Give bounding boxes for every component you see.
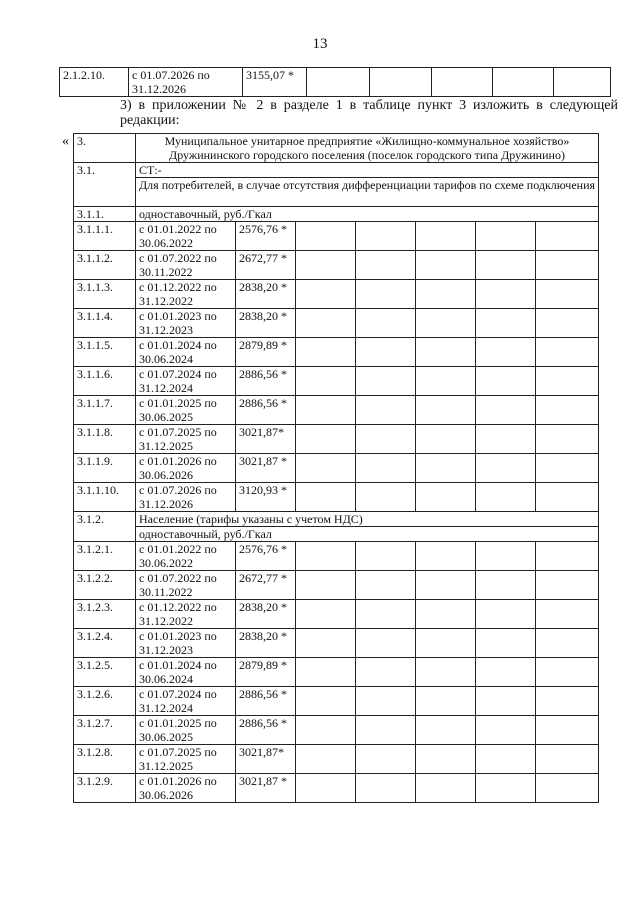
row-value: 2672,77 * xyxy=(236,571,296,600)
row-code: 3.1.1.2. xyxy=(74,251,136,280)
row-code: 3.1.1.4. xyxy=(74,309,136,338)
row-code: 3.1.2.9. xyxy=(74,774,136,803)
empty-cell xyxy=(536,629,599,658)
table-row xyxy=(74,745,599,774)
table-row xyxy=(74,658,599,687)
table-row xyxy=(74,222,599,251)
row-period: с 01.07.2022 по 30.11.2022 xyxy=(136,571,236,600)
row-period: с 01.01.2022 по 30.06.2022 xyxy=(136,542,236,571)
row-code: 3.1.1.7. xyxy=(74,396,136,425)
empty-cell xyxy=(296,745,356,774)
row-value: 3021,87* xyxy=(236,745,296,774)
table-row xyxy=(74,527,599,542)
empty-cell xyxy=(296,280,356,309)
empty-cell xyxy=(476,280,536,309)
row-code: 3.1.2.4. xyxy=(74,629,136,658)
empty-cell xyxy=(416,542,476,571)
empty-cell xyxy=(416,658,476,687)
empty-cell xyxy=(296,396,356,425)
section-code: 3.1.2. xyxy=(74,512,136,542)
empty-cell xyxy=(476,687,536,716)
row-period: с 01.07.2025 по 31.12.2025 xyxy=(136,745,236,774)
row-value: 3155,07 * xyxy=(243,68,307,97)
amendment-paragraph: 3) в приложении № 2 в разделе 1 в таблице пункт 3 изложить в следующей редакции: xyxy=(120,98,618,128)
row-period: с 01.07.2026 по 31.12.2026 xyxy=(129,68,243,97)
empty-cell xyxy=(356,716,416,745)
opening-quote: « xyxy=(62,134,69,149)
table-row xyxy=(74,309,599,338)
row-code: 3.1.1.3. xyxy=(74,280,136,309)
empty-cell xyxy=(536,774,599,803)
section-code: 3. xyxy=(74,134,136,163)
empty-cell xyxy=(356,658,416,687)
row-period: с 01.12.2022 по 31.12.2022 xyxy=(136,600,236,629)
empty-cell xyxy=(356,367,416,396)
row-code: 3.1.2.3. xyxy=(74,600,136,629)
empty-cell xyxy=(536,600,599,629)
section-subtitle: Население (тарифы указаны с учетом НДС) xyxy=(136,512,599,527)
table-row xyxy=(74,687,599,716)
empty-cell xyxy=(356,571,416,600)
empty-cell xyxy=(476,745,536,774)
row-code: 2.1.2.10. xyxy=(60,68,129,97)
empty-cell xyxy=(356,425,416,454)
row-value: 2879,89 * xyxy=(236,658,296,687)
row-value: 2886,56 * xyxy=(236,367,296,396)
section-code: 3.1.1. xyxy=(74,207,136,222)
empty-cell xyxy=(476,338,536,367)
row-period: с 01.01.2022 по 30.06.2022 xyxy=(136,222,236,251)
empty-cell xyxy=(416,716,476,745)
empty-cell xyxy=(416,571,476,600)
empty-cell xyxy=(416,774,476,803)
empty-cell xyxy=(356,222,416,251)
row-period: с 01.01.2023 по 31.12.2023 xyxy=(136,629,236,658)
row-period: с 01.01.2026 по 30.06.2026 xyxy=(136,454,236,483)
empty-cell xyxy=(296,454,356,483)
empty-cell xyxy=(356,396,416,425)
row-period: с 01.01.2023 по 31.12.2023 xyxy=(136,309,236,338)
empty-cell xyxy=(476,629,536,658)
empty-cell xyxy=(356,687,416,716)
empty-cell xyxy=(536,309,599,338)
table-row xyxy=(74,425,599,454)
empty-cell xyxy=(356,629,416,658)
table-row xyxy=(74,542,599,571)
empty-cell xyxy=(296,658,356,687)
empty-cell xyxy=(476,774,536,803)
empty-cell xyxy=(296,571,356,600)
table-row xyxy=(74,338,599,367)
section-subtitle: СТ:- xyxy=(136,163,599,178)
row-period: с 01.01.2024 по 30.06.2024 xyxy=(136,338,236,367)
page-number: 13 xyxy=(312,36,328,52)
empty-cell xyxy=(296,774,356,803)
empty-cell xyxy=(356,774,416,803)
table-row xyxy=(74,716,599,745)
table-row xyxy=(74,396,599,425)
empty-cell xyxy=(416,367,476,396)
empty-cell xyxy=(476,483,536,512)
row-period: с 01.01.2026 по 30.06.2026 xyxy=(136,774,236,803)
empty-cell xyxy=(296,425,356,454)
empty-cell xyxy=(536,542,599,571)
empty-cell xyxy=(476,396,536,425)
empty-cell xyxy=(416,338,476,367)
empty-cell xyxy=(416,483,476,512)
tariff-table xyxy=(73,133,599,803)
row-value: 2886,56 * xyxy=(236,687,296,716)
empty-cell xyxy=(416,396,476,425)
table-row xyxy=(74,178,599,207)
empty-cell xyxy=(296,600,356,629)
row-period: с 01.07.2024 по 31.12.2024 xyxy=(136,687,236,716)
row-period: с 01.07.2024 по 31.12.2024 xyxy=(136,367,236,396)
row-period: с 01.07.2025 по 31.12.2025 xyxy=(136,425,236,454)
row-value: 3021,87 * xyxy=(236,774,296,803)
empty-cell xyxy=(416,454,476,483)
empty-cell xyxy=(416,629,476,658)
empty-cell xyxy=(296,251,356,280)
row-value: 2886,56 * xyxy=(236,396,296,425)
row-code: 3.1.1.10. xyxy=(74,483,136,512)
row-value: 3021,87 * xyxy=(236,454,296,483)
empty-cell xyxy=(416,251,476,280)
row-code: 3.1.1.5. xyxy=(74,338,136,367)
empty-cell xyxy=(356,280,416,309)
row-code: 3.1.2.2. xyxy=(74,571,136,600)
empty-cell xyxy=(296,367,356,396)
empty-cell xyxy=(476,222,536,251)
empty-cell xyxy=(536,716,599,745)
row-period: с 01.01.2025 по 30.06.2025 xyxy=(136,716,236,745)
empty-cell xyxy=(296,222,356,251)
empty-cell xyxy=(416,687,476,716)
table-row xyxy=(74,134,599,163)
row-value: 2838,20 * xyxy=(236,309,296,338)
empty-cell xyxy=(416,600,476,629)
row-period: с 01.01.2025 по 30.06.2025 xyxy=(136,396,236,425)
empty-cell xyxy=(356,745,416,774)
row-code: 3.1.2.5. xyxy=(74,658,136,687)
row-code: 3.1.1.8. xyxy=(74,425,136,454)
table-row xyxy=(74,629,599,658)
table-row xyxy=(74,454,599,483)
empty-cell xyxy=(356,542,416,571)
table-row xyxy=(74,163,599,178)
row-code: 3.1.2.6. xyxy=(74,687,136,716)
empty-cell xyxy=(476,367,536,396)
empty-cell xyxy=(536,658,599,687)
empty-cell xyxy=(476,716,536,745)
row-code: 3.1.2.8. xyxy=(74,745,136,774)
empty-cell xyxy=(536,338,599,367)
empty-cell xyxy=(536,280,599,309)
row-code: 3.1.1.9. xyxy=(74,454,136,483)
empty-cell xyxy=(416,425,476,454)
empty-cell xyxy=(536,454,599,483)
empty-cell xyxy=(296,309,356,338)
row-value: 3021,87* xyxy=(236,425,296,454)
row-code: 3.1.2.7. xyxy=(74,716,136,745)
empty-cell xyxy=(356,338,416,367)
table-row xyxy=(74,483,599,512)
empty-cell xyxy=(296,338,356,367)
empty-cell xyxy=(476,600,536,629)
row-period: с 01.12.2022 по 31.12.2022 xyxy=(136,280,236,309)
empty-cell xyxy=(296,629,356,658)
empty-cell xyxy=(536,396,599,425)
empty-cell xyxy=(536,483,599,512)
row-value: 2886,56 * xyxy=(236,716,296,745)
empty-cell xyxy=(296,542,356,571)
empty-cell xyxy=(536,222,599,251)
section-title: Муниципальное унитарное предприятие «Жилищно-коммунальное хозяйство» Дружининского городского поселения (поселок городского типа Дружинино) xyxy=(136,134,599,163)
row-value: 2838,20 * xyxy=(236,280,296,309)
empty-cell xyxy=(356,251,416,280)
empty-cell xyxy=(416,280,476,309)
row-code: 3.1.1.1. xyxy=(74,222,136,251)
empty-cell xyxy=(296,687,356,716)
empty-cell xyxy=(536,251,599,280)
section-unit: одноставочный, руб./Гкал xyxy=(136,207,599,222)
empty-cell xyxy=(296,716,356,745)
table-row xyxy=(74,280,599,309)
row-value: 2879,89 * xyxy=(236,338,296,367)
row-period: с 01.01.2024 по 30.06.2024 xyxy=(136,658,236,687)
table-row xyxy=(74,571,599,600)
row-value: 2576,76 * xyxy=(236,222,296,251)
empty-cell xyxy=(356,483,416,512)
table-row xyxy=(60,68,611,97)
empty-cell xyxy=(476,658,536,687)
section-description: Для потребителей, в случае отсутствия дифференциации тарифов по схеме подключения xyxy=(136,178,599,207)
table-row xyxy=(74,600,599,629)
empty-cell xyxy=(536,367,599,396)
row-value: 2576,76 * xyxy=(236,542,296,571)
empty-cell xyxy=(536,571,599,600)
table-row xyxy=(74,367,599,396)
table-row xyxy=(74,207,599,222)
empty-cell xyxy=(416,745,476,774)
row-value: 2672,77 * xyxy=(236,251,296,280)
empty-cell xyxy=(356,600,416,629)
empty-cell xyxy=(356,454,416,483)
row-period: с 01.07.2022 по 30.11.2022 xyxy=(136,251,236,280)
row-period: с 01.07.2026 по 31.12.2026 xyxy=(136,483,236,512)
empty-cell xyxy=(536,687,599,716)
table-row xyxy=(74,251,599,280)
empty-cell xyxy=(476,571,536,600)
top-tariff-table xyxy=(59,67,611,97)
empty-cell xyxy=(296,483,356,512)
empty-cell xyxy=(356,309,416,338)
empty-cell xyxy=(476,309,536,338)
empty-cell xyxy=(476,454,536,483)
row-code: 3.1.1.6. xyxy=(74,367,136,396)
table-row xyxy=(74,512,599,527)
row-value: 2838,20 * xyxy=(236,629,296,658)
empty-cell xyxy=(416,309,476,338)
empty-cell xyxy=(536,745,599,774)
section-code: 3.1. xyxy=(74,163,136,207)
row-value: 2838,20 * xyxy=(236,600,296,629)
empty-cell xyxy=(416,222,476,251)
empty-cell xyxy=(476,425,536,454)
table-row xyxy=(74,774,599,803)
row-code: 3.1.2.1. xyxy=(74,542,136,571)
empty-cell xyxy=(476,251,536,280)
empty-cell xyxy=(476,542,536,571)
empty-cell xyxy=(536,425,599,454)
section-unit: одноставочный, руб./Гкал xyxy=(136,527,599,542)
row-value: 3120,93 * xyxy=(236,483,296,512)
